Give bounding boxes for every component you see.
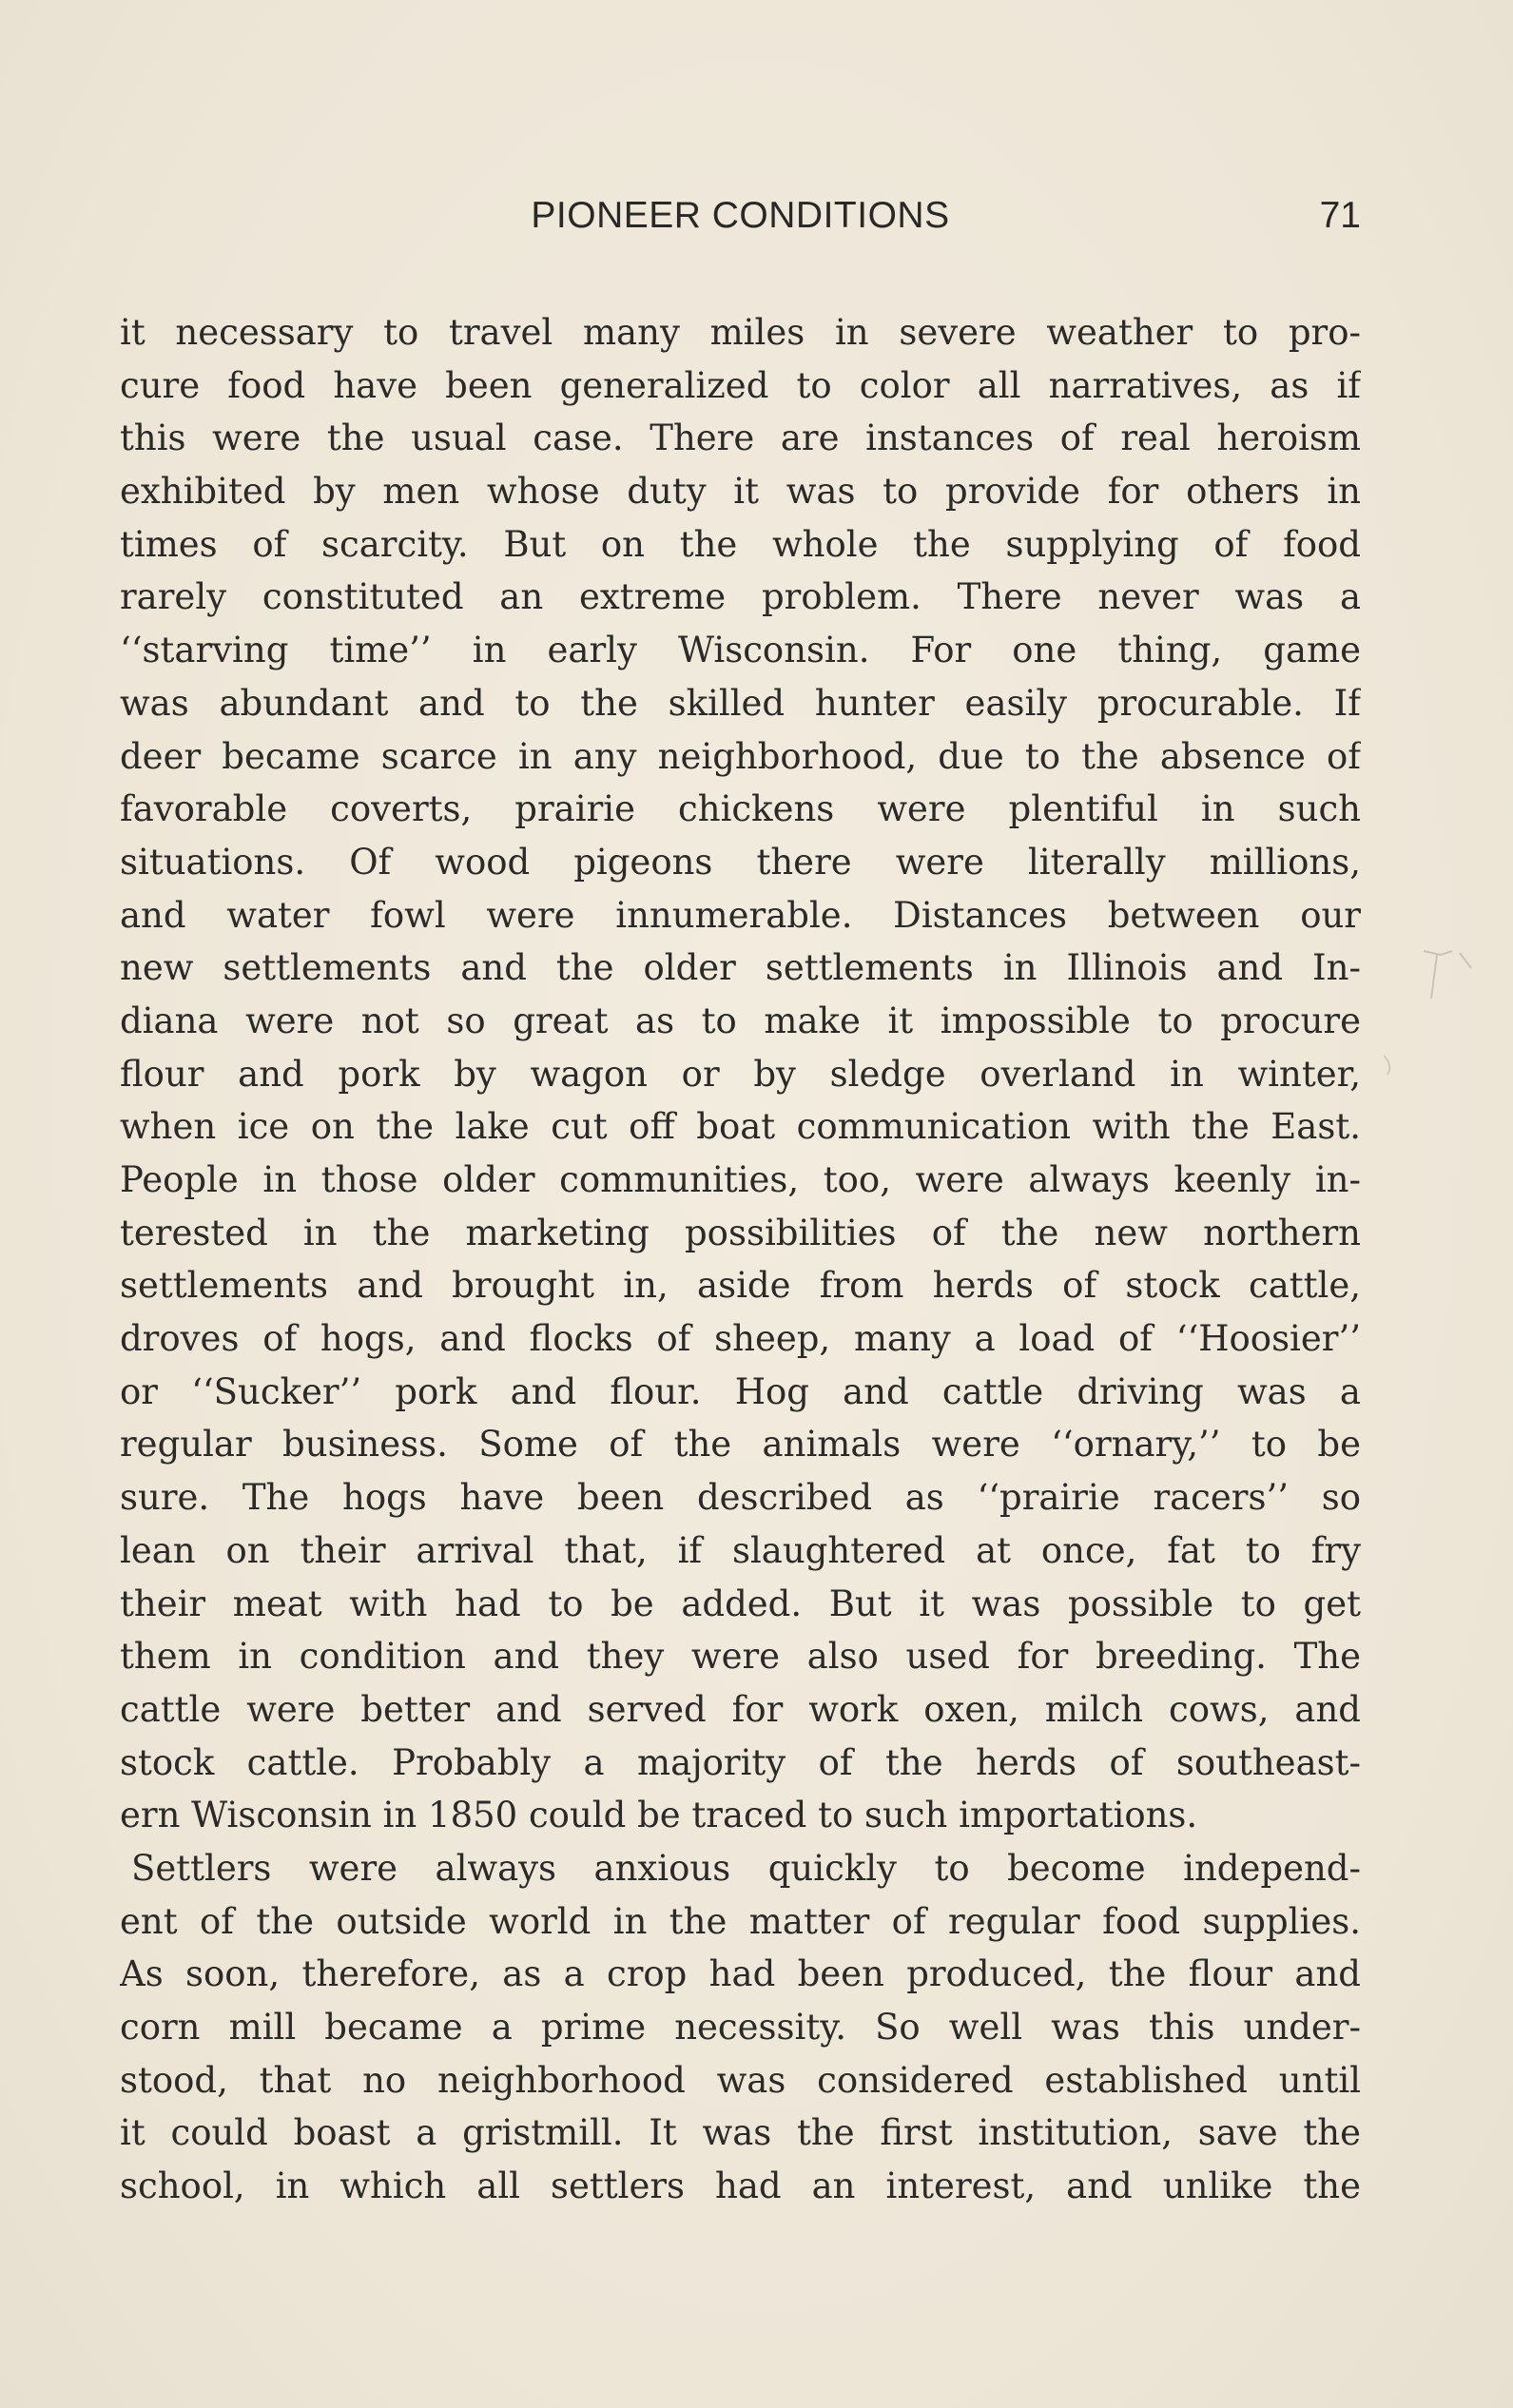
running-title: PIONEER CONDITIONS	[531, 195, 950, 236]
text-line: it necessary to travel many miles in severe weather to pro-	[120, 312, 1361, 353]
text-line: ent of the outside world in the matter of regular food supplies.	[120, 1900, 1361, 1942]
text-line: was abundant and to the skilled hunter easily procurable. If	[120, 682, 1361, 724]
text-line: ‘‘starving time’’ in early Wisconsin. For one thing, game	[120, 630, 1361, 671]
text-line: corn mill became a prime necessity. So well was this under-	[120, 2007, 1361, 2048]
page-number: 71	[1319, 195, 1361, 236]
text-line: school, in which all settlers had an interest, and unlike the	[120, 2165, 1361, 2207]
pencil-mark-icon	[1384, 942, 1498, 1084]
text-line: diana were not so great as to make it impossible to procure	[120, 1000, 1361, 1041]
text-line: or ‘‘Sucker’’ pork and flour. Hog and cattle driving was a	[120, 1370, 1361, 1412]
body-text	[120, 306, 1361, 2213]
text-line: droves of hogs, and flocks of sheep, many a load of ‘‘Hoosier’’	[120, 1318, 1361, 1360]
text-line: this were the usual case. There are instances of real heroism	[120, 418, 1361, 459]
text-line: settlements and brought in, aside from herds of stock cattle,	[120, 1265, 1361, 1307]
text-line: lean on their arrival that, if slaughtered at once, fat to fry	[120, 1529, 1361, 1571]
text-line: ern Wisconsin in 1850 could be traced to such importations.	[120, 1795, 1198, 1836]
text-line: times of scarcity. But on the whole the supplying of food	[120, 523, 1361, 565]
text-line: stood, that no neighborhood was considered established until	[120, 2059, 1361, 2101]
text-line: exhibited by men whose duty it was to provide for others in	[120, 471, 1361, 513]
text-line: stock cattle. Probably a majority of the herds of southeast-	[120, 1741, 1361, 1783]
text-line: flour and pork by wagon or by sledge overland in winter,	[120, 1053, 1361, 1095]
text-line: new settlements and the older settlements in Illinois and In-	[120, 947, 1361, 989]
text-line: situations. Of wood pigeons there were literally millions,	[120, 841, 1361, 883]
text-line: favorable coverts, prairie chickens were plentiful in such	[120, 788, 1361, 830]
text-line: People in those older communities, too, were always keenly in-	[120, 1159, 1361, 1200]
text-line: As soon, therefore, as a crop had been produced, the flour and	[120, 1953, 1361, 1995]
text-line: sure. The hogs have been described as ‘‘prairie racers’’ so	[120, 1477, 1361, 1519]
text-line: deer became scarce in any neighborhood, due to the absence of	[120, 735, 1361, 777]
text-line: terested in the marketing possibilities of the new northern	[120, 1212, 1361, 1253]
text-line: and water fowl were innumerable. Distances between our	[120, 894, 1361, 936]
text-line: them in condition and they were also used for breeding. The	[120, 1636, 1361, 1678]
text-line: cure food have been generalized to color all narratives, as if	[120, 364, 1361, 406]
text-line: cattle were better and served for work oxen, milch cows, and	[120, 1688, 1361, 1730]
running-head	[120, 195, 1361, 252]
text-line: regular business. Some of the animals were ‘‘ornary,’’ to be	[120, 1424, 1361, 1466]
text-line: it could boast a gristmill. It was the first institution, save the	[120, 2112, 1361, 2154]
text-line: rarely constituted an extreme problem. There never was a	[120, 576, 1361, 618]
text-line: Settlers were always anxious quickly to become independ-	[131, 1847, 1361, 1889]
text-line: when ice on the lake cut off boat communication with the East.	[120, 1106, 1361, 1148]
text-line: their meat with had to be added. But it was possible to get	[120, 1583, 1361, 1624]
